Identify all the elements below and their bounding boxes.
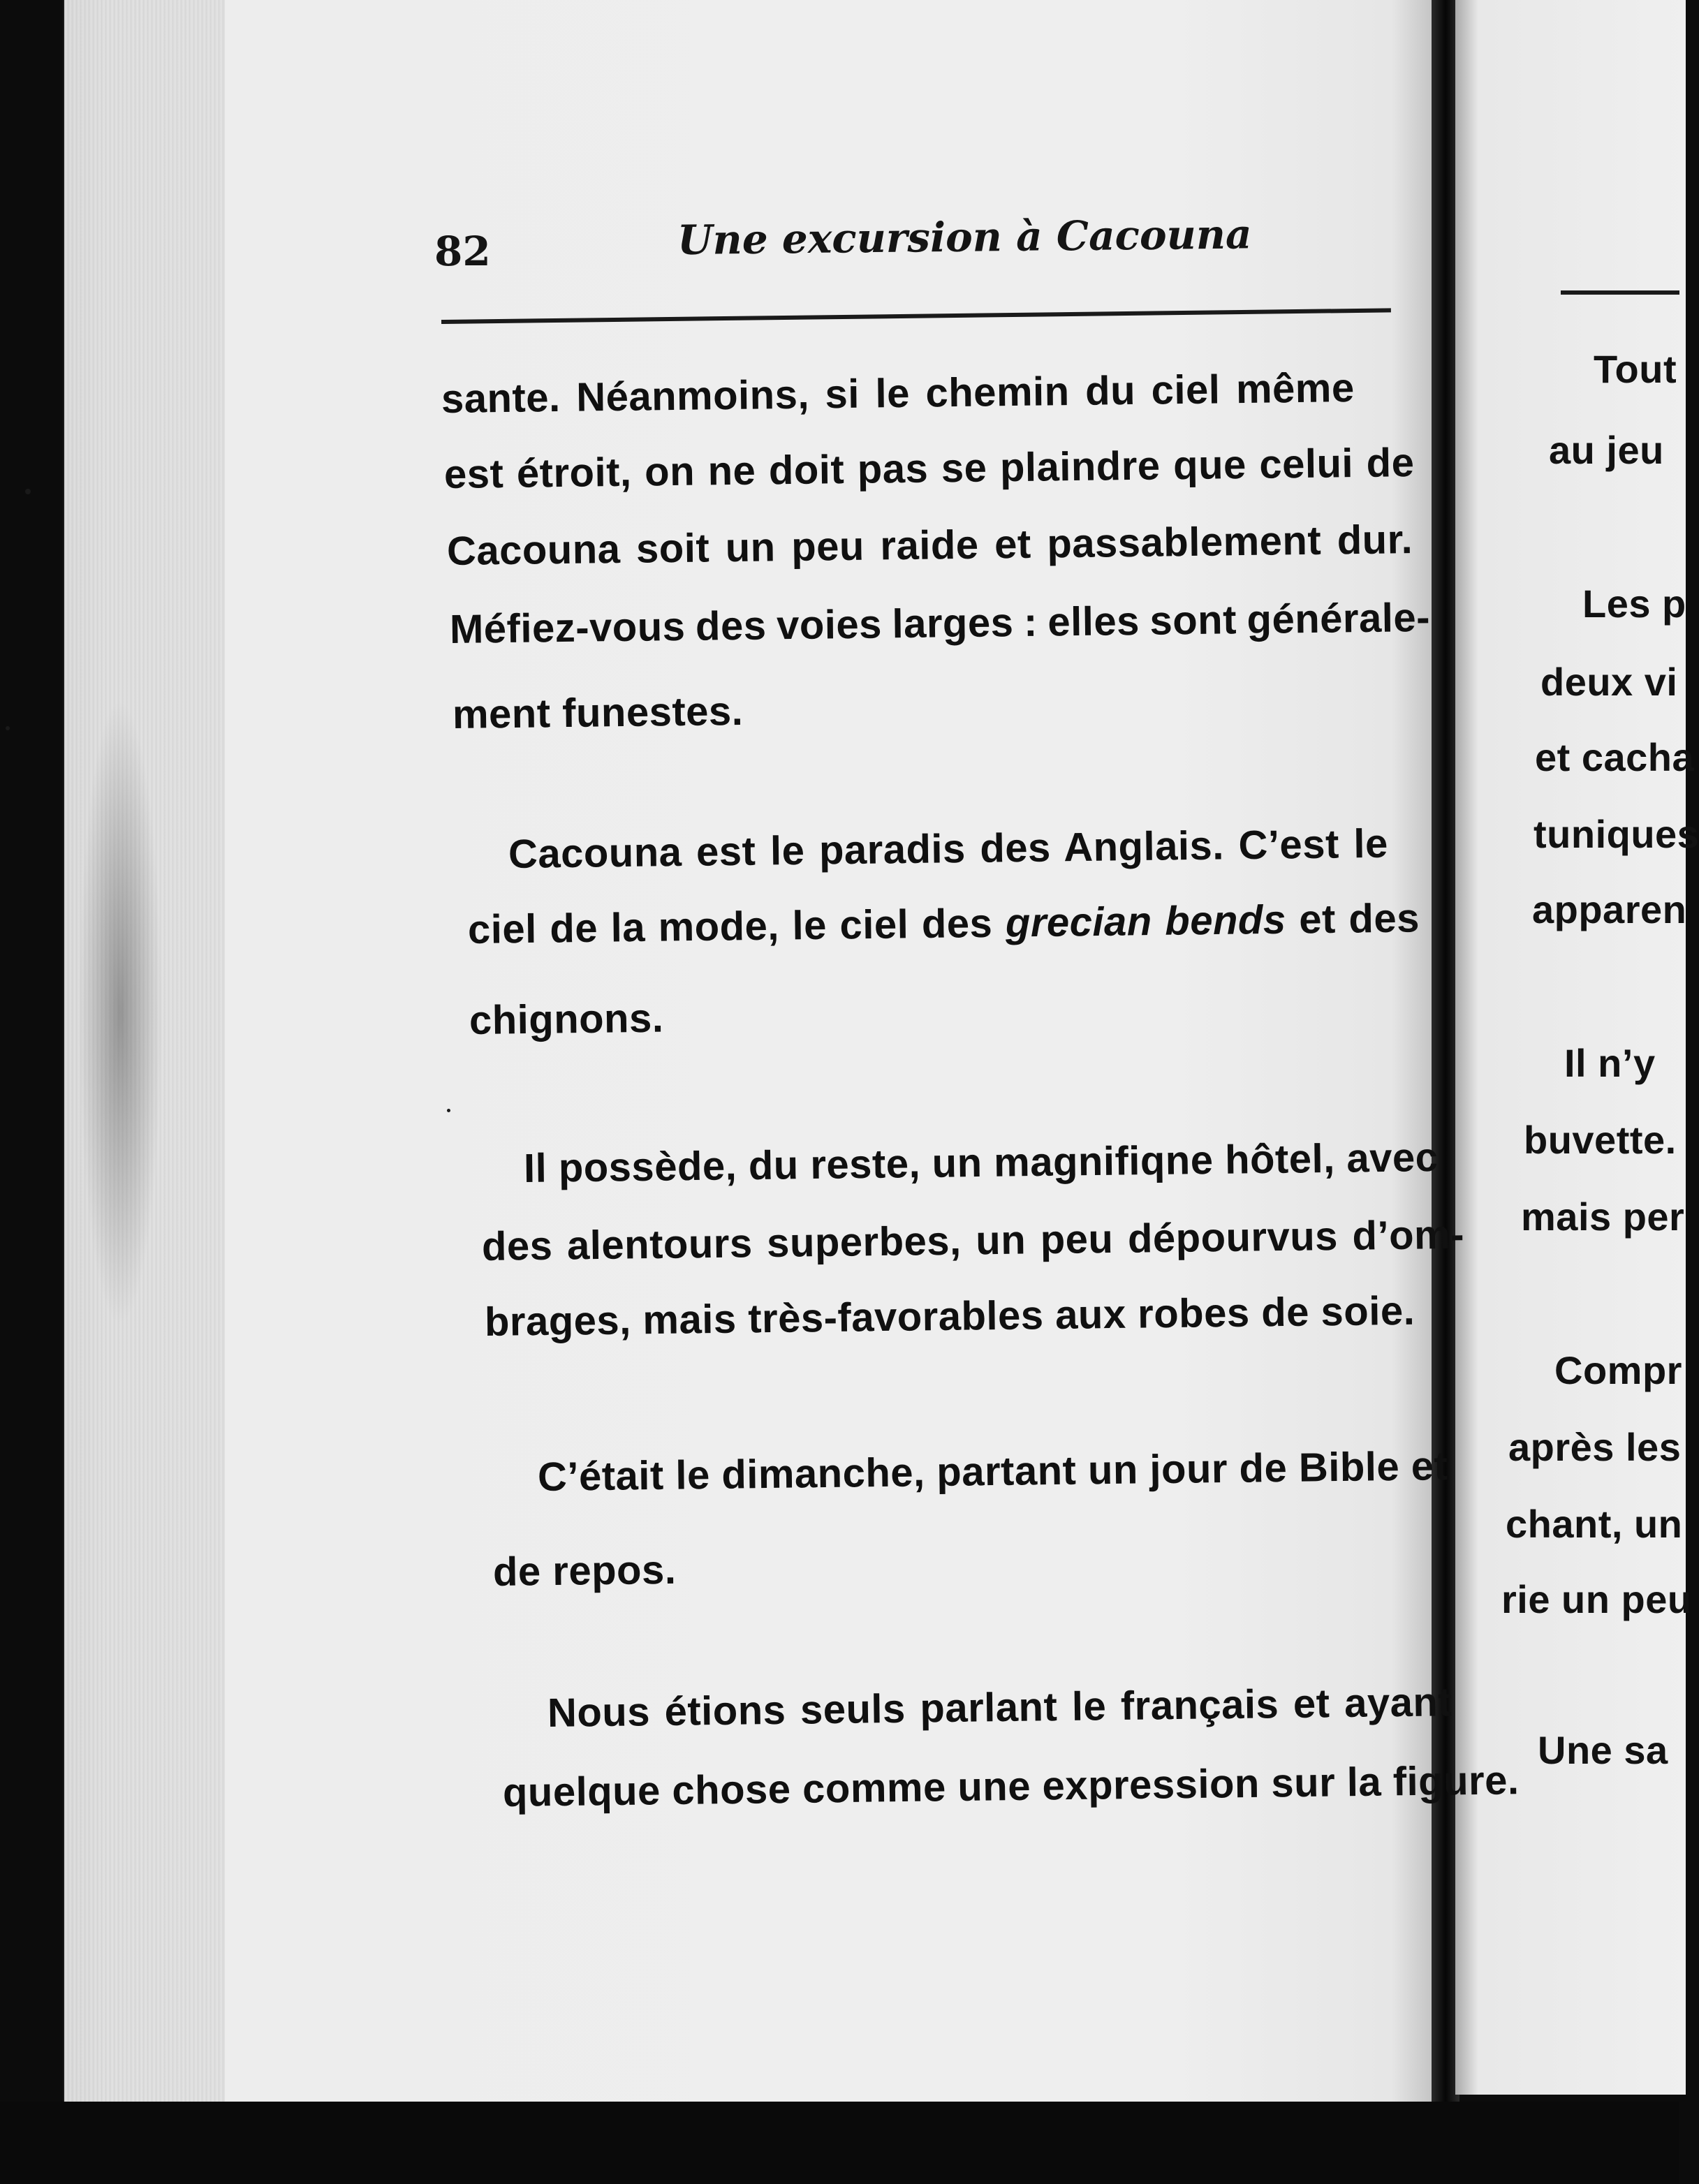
text-line: Méfiez-vous des voies larges : elles sont générale- [449,594,1431,652]
right-text-line: Tout [1594,347,1677,391]
right-text-line: deux vi [1540,660,1678,704]
right-text-line: et cacha [1535,735,1695,779]
text-line: brages, mais très-favorables aux robes de soie. [484,1287,1415,1345]
text-line: Cacouna est le paradis des Anglais. C’est le [508,820,1389,877]
text-line: des alentours superbes, un peu dépourvus d’om- [481,1211,1465,1269]
text-line: Cacouna soit un peu raide et passablement dur. [446,517,1413,574]
text-span: et des [1298,895,1420,943]
text-line: sante. Néanmoins, si le chemin du ciel même [441,365,1355,422]
right-text-line: tuniques [1533,812,1699,856]
right-text-line: Une sa [1538,1728,1668,1772]
scan-background [0,2102,1679,2184]
right-text-line: après les [1508,1425,1682,1469]
text-line: est étroit, on ne doit pas se plaindre que celui de [443,440,1415,497]
text-line: Il possède, du reste, un magnifiqne hôtel, avec [523,1135,1439,1191]
italic-phrase: grecian bends [1005,897,1287,946]
text-line: ment funestes. [452,688,744,737]
right-text-line: Les p [1582,582,1686,626]
text-span: ciel de la mode, le ciel des [467,900,993,952]
scan-speck [25,489,31,494]
right-text-line: Compr [1554,1348,1682,1392]
page-shadow [78,698,162,1327]
text-line: Nous étions seuls parlant le français et ayant [547,1679,1452,1736]
text-line: C’était le dimanche, partant un jour de Bible et [537,1443,1448,1500]
page-number: 82 [434,228,491,275]
right-text-line: au jeu [1549,428,1664,472]
right-text-line: Il n’y [1564,1041,1656,1085]
running-title: Une excursion à Cacouna [677,210,1252,264]
text-line: quelque chose comme une expression sur la figure. [502,1757,1520,1815]
scan-speck [6,726,10,730]
right-text-line: rie un peu [1501,1577,1692,1621]
text-line: chignons. [469,995,664,1043]
right-header-rule [1561,290,1679,295]
right-text-line: chant, un [1506,1502,1683,1546]
right-text-line: mais per [1521,1195,1685,1239]
right-text-line: apparen [1532,887,1687,931]
text-line: de repos. [492,1547,677,1595]
scan-speck [447,1109,450,1112]
right-text-line: buvette. [1524,1118,1677,1162]
